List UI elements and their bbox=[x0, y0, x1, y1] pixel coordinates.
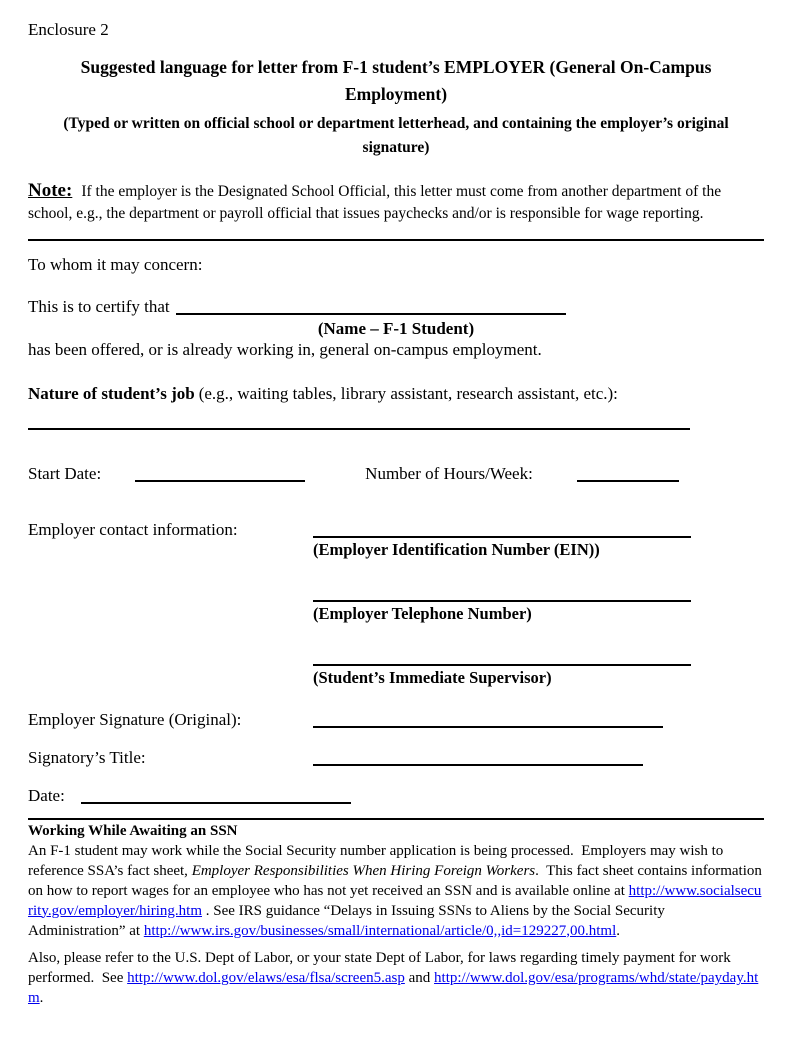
note-paragraph bbox=[28, 178, 764, 225]
certify-line bbox=[28, 297, 764, 317]
date-blank bbox=[81, 788, 351, 804]
note-label: Note: bbox=[28, 180, 73, 202]
student-name-blank bbox=[176, 299, 566, 315]
hours-per-week-blank bbox=[577, 466, 679, 482]
dol-text-1: Also, please refer to the U.S. Dept of Labor, or your state Dept of Labor, for laws regarding timely payment for work performed. See bbox=[28, 950, 735, 987]
start-date-blank bbox=[135, 466, 305, 482]
start-date-label: Start Date: bbox=[28, 463, 102, 483]
name-caption: (Name – F-1 Student) bbox=[317, 318, 475, 338]
bottom-divider bbox=[28, 818, 764, 820]
phone-blank bbox=[313, 584, 691, 602]
document-subtitle: (Typed or written on official school or department letterhead, and containing the employer’s original signature) bbox=[63, 115, 729, 157]
dol-text-2: and bbox=[404, 970, 435, 987]
fact-sheet-title: Employer Responsibilities When Hiring Foreign Workers bbox=[191, 862, 536, 879]
certify-continuation: has been offered, or is already working in, general on-campus employment. bbox=[28, 339, 542, 359]
signatory-title-row bbox=[28, 748, 764, 768]
dol-flsa-link[interactable]: http://www.dol.gov/elaws/esa/flsa/screen5.asp bbox=[127, 970, 405, 987]
ein-blank bbox=[313, 520, 691, 538]
employer-signature-blank bbox=[313, 712, 663, 728]
date-label: Date: bbox=[28, 785, 65, 805]
hours-per-week-label: Number of Hours/Week: bbox=[365, 463, 533, 483]
ssn-text-2: . This fact sheet contains information on how to report wages for an employee who has not yet received an SSN and is available online at bbox=[28, 862, 766, 899]
supervisor-field-group bbox=[313, 648, 764, 688]
signature-row bbox=[28, 710, 764, 730]
ssn-text-4: . bbox=[616, 922, 620, 939]
footer-section bbox=[28, 822, 764, 1009]
date-row bbox=[28, 786, 764, 806]
ssn-text-3: . See IRS guidance “Delays in Issuing SSNs to Aliens by the Social Security Administration” at bbox=[28, 902, 668, 939]
nature-line bbox=[28, 384, 764, 404]
contact-fields bbox=[313, 520, 764, 688]
footer-heading: Working While Awaiting an SSN bbox=[28, 822, 238, 839]
ssn-paragraph bbox=[28, 842, 764, 942]
signatory-title-blank bbox=[313, 750, 643, 766]
nature-hint: (e.g., waiting tables, library assistant, research assistant, etc.): bbox=[198, 383, 618, 403]
dol-paragraph bbox=[28, 949, 764, 1009]
phone-caption: (Employer Telephone Number) bbox=[313, 603, 532, 623]
letter-body bbox=[28, 255, 764, 806]
supervisor-blank bbox=[313, 648, 691, 666]
supervisor-caption: (Student’s Immediate Supervisor) bbox=[313, 667, 552, 687]
signature-label: Employer Signature (Original): bbox=[28, 709, 242, 729]
ssa-hiring-link[interactable]: http://www.socialsecurity.gov/employer/hiring.htm bbox=[28, 882, 762, 919]
ein-caption: (Employer Identification Number (EIN)) bbox=[313, 539, 600, 559]
ein-field-group bbox=[313, 520, 764, 560]
top-divider bbox=[28, 239, 764, 241]
note-body: If the employer is the Designated School Official, this letter must come from another department of the school, e.g., the department or payroll official that issues paychecks and/or is responsible for wage reporting. bbox=[28, 183, 725, 222]
document-title: Suggested language for letter from F-1 student’s EMPLOYER (General On-Campus Employment) bbox=[80, 57, 712, 105]
nature-of-job-blank bbox=[28, 412, 690, 430]
phone-field-group bbox=[313, 584, 764, 624]
enclosure-label: Enclosure 2 bbox=[28, 20, 109, 39]
nature-label: Nature of student’s job bbox=[28, 383, 195, 403]
signatory-title-label: Signatory’s Title: bbox=[28, 747, 146, 767]
certify-prefix: This is to certify that bbox=[28, 296, 170, 316]
dol-payday-link[interactable]: http://www.dol.gov/esa/programs/whd/state/payday.htm bbox=[28, 970, 759, 1007]
employer-contact-section bbox=[28, 520, 764, 688]
start-date-row bbox=[28, 464, 764, 484]
salutation: To whom it may concern: bbox=[28, 254, 203, 274]
dol-text-3: . bbox=[39, 990, 44, 1007]
ssn-text-1: An F-1 student may work while the Social Security number application is being processed. Employers may wish to reference SSA’s fact sheet, bbox=[28, 842, 728, 879]
contact-info-label: Employer contact information: bbox=[28, 519, 238, 539]
irs-guidance-link[interactable]: http://www.irs.gov/businesses/small/international/article/0,,id=129227,00.html bbox=[143, 922, 617, 939]
